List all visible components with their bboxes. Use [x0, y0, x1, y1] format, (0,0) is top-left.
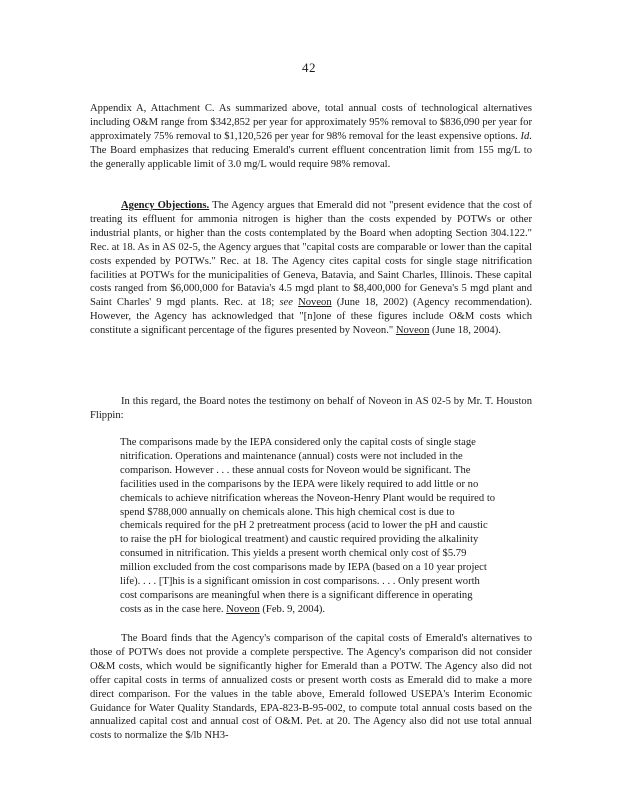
paragraph-text: Appendix A, Attachment C. As summarized above, total annual costs of technological alternatives including O&M range from $342,852 per year for approximately 95% removal to $836,090 per year for approximately 75% removal to $1,120,526 per year for 98% removal for the least expensive options. [90, 103, 532, 142]
case-name: Noveon [395, 325, 430, 337]
block-quote [120, 436, 496, 617]
case-name: Noveon [298, 297, 332, 309]
paragraph-text: The Board emphasizes that reducing Emerald's current effluent concentration limit from 155 mg/L to the generally applicable limit of 3.0 mg/L would require 98% removal. [90, 144, 532, 170]
case-name: Noveon [226, 603, 260, 615]
quote-text: The comparisons made by the IEPA considered only the capital costs of single stage nitrification. Operations and maintenance (annual) costs were not included in the comparison. However . . . these annual costs for Noveon would be significant. The facilities used in the comparisons by the IEPA were likely required to add little or no chemicals to achieve nitrification whereas the Noveon-Henry Plant would be required to spend $788,000 annually on chemicals alone. This high chemical cost is due to chemicals required for the pH 2 pretreatment process (acid to lower the pH and caustic to raise the pH for biological treatment) and caustic required providing the alkalinity consumed in nitrification. This yields a present worth chemical only cost of $5.79 million excluded from the cost comparisons made by IEPA (based on a 10 year project life). . . . [T]his is a significant omission in cost comparisons. . . . Only present worth cost comparisons are meaningful when there is a significant difference in operating costs as in the case here. [120, 437, 496, 615]
see-signal: see [279, 297, 293, 309]
paragraph-text: (June 18, 2002) (Agency recommendation). However, the Agency has acknowledged that "[n]one of these figures include O&M costs which constitute a significant percentage of the figures presented by Noveon." [90, 297, 533, 337]
paragraph-text: The Board finds that the Agency's comparison of the capital costs of Emerald's alternatives to those of POTWs does not provide a complete perspective. The Agency's comparison did not consider O&M costs, which would be significantly higher for Emerald than a POTW. The Agency also did not offer capital costs in terms of annualized costs or present worth costs as Emerald did to make a more direct comparison. For the values in the table above, Emerald followed USEPA's Interim Economic Guidance for Water Quality Standards, EPA-823-B-95-002, to compute total annual costs based on the annualized capital cost and annual cost of O&M. Pet. at 20. The Agency also did not use total annual costs to normalize the $/lb NH3- [90, 633, 532, 742]
paragraph-text: (June 18, 2004). [429, 325, 501, 337]
paragraph-agency-objections [90, 199, 532, 338]
paragraph-text: In this regard, the Board notes the testimony on behalf of Noveon in AS 02-5 by Mr. T. Houston Flippin: [90, 396, 532, 421]
paragraph-text: The Agency argues that Emerald did not "present evidence that the cost of treating its effluent for ammonia nitrogen is higher than the costs expended by POTWs or other industrial plants, or higher than the costs contemplated by the Board when adopting Section 304.122." Rec. at 18. As in AS 02-5, the Agency argues that "capital costs are comparable or lower than the capital costs expended by POTWs." Rec. at 18. The Agency cites capital costs for single stage nitrification facilities at POTWs for the municipalities of Geneva, Batavia, and Saint Charles, Illinois. These capital costs ranged from $6,000,000 for Batavia's 4.5 mgd plant to $8,400,000 for Geneva's 5 mgd plant and Saint Charles' 9 mgd plants. Rec. at 18; [90, 200, 532, 309]
id-citation: Id. [520, 130, 532, 142]
paragraph-cost-summary [90, 102, 532, 172]
paragraph-board-finding [90, 632, 532, 743]
quote-text: (Feb. 9, 2004). [259, 603, 326, 615]
page-number: 42 [302, 60, 316, 75]
section-heading: Agency Objections. [121, 200, 210, 211]
paragraph-testimony-intro [90, 395, 532, 423]
